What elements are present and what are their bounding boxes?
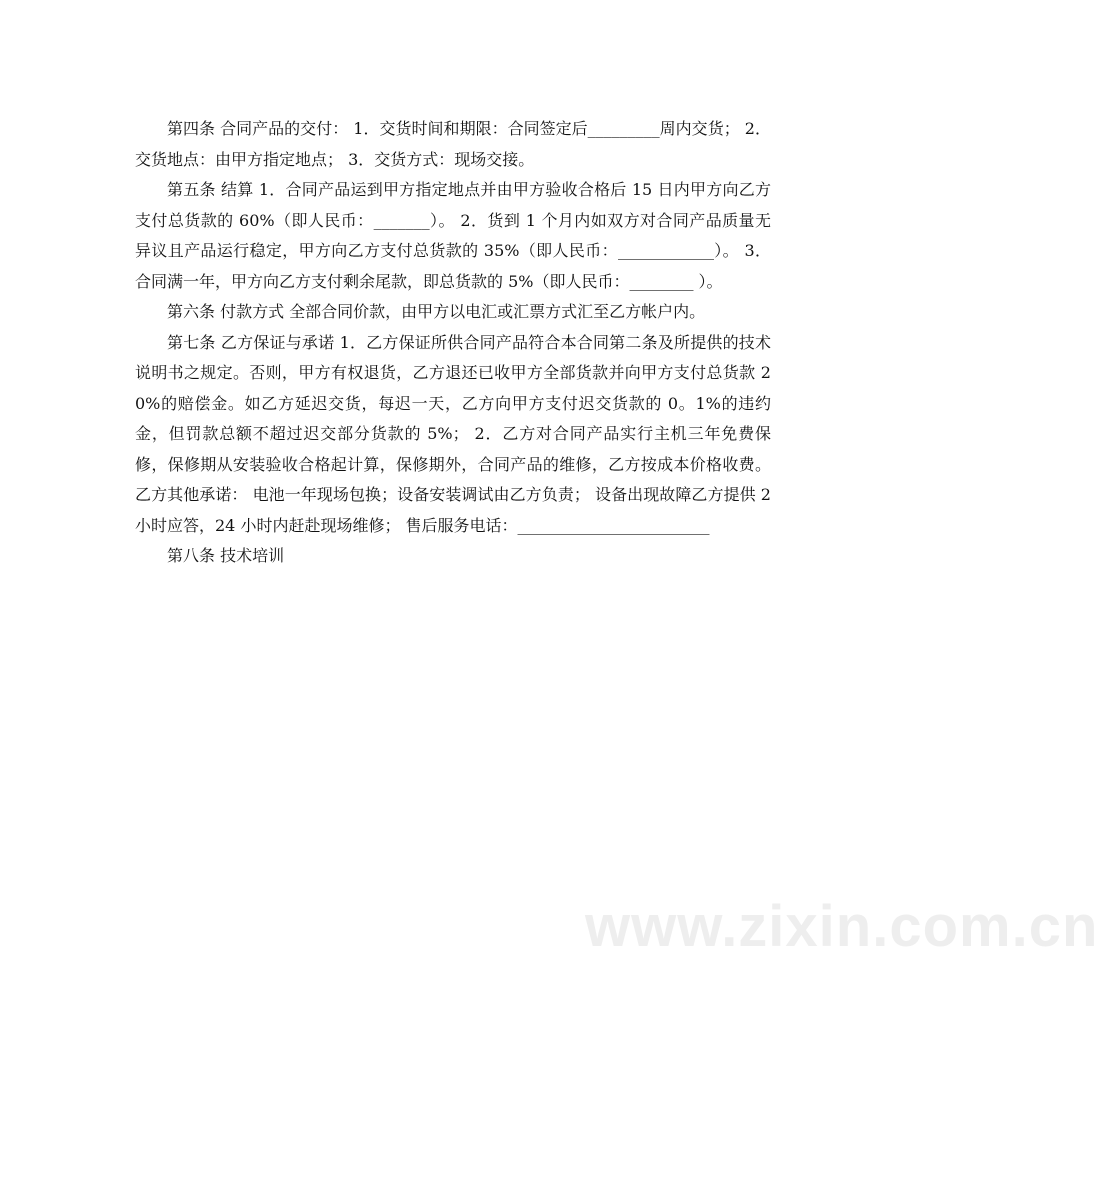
clause-7-guarantee: 第七条 乙方保证与承诺 1．乙方保证所供合同产品符合本合同第二条及所提供的技术说明书之规定。否则，甲方有权退货，乙方退还已收甲方全部货款并向甲方支付总货款 20%的赔偿金。如乙方延迟交货，每迟一天，乙方向甲方支付迟交货款的 0。1%的违约金，但罚款总额不超过迟交部分货款的 5%； 2．乙方对合同产品实行主机三年免费保修，保修期从安装验收合格起计算，保修期外，合同产品的维修，乙方按成本价格收费。 乙方其他承诺： 电池一年现场包换；设备安装调试由乙方负责； 设备出现故障乙方提供 2 小时应答，24 小时内赶赴现场维修； 售后服务电话：________________________ — [135, 332, 771, 535]
watermark: www.zixin.com.cn — [585, 894, 1098, 959]
clause-5-settlement: 第五条 结算 1．合同产品运到甲方指定地点并由甲方验收合格后 15 日内甲方向乙方支付总货款的 60%（即人民币：_______）。 2．货到 1 个月内如双方对合同产品质量无异议且产品运行稳定，甲方向乙方支付总货款的 35%（即人民币：____________）。 3．合同满一年，甲方向乙方支付剩余尾款，即总货款的 5%（即人民币：________ ）。 — [135, 180, 771, 291]
clause-4-delivery: 第四条 合同产品的交付： 1．交货时间和期限：合同签定后_________周内交货； 2．交货地点：由甲方指定地点； 3．交货方式：现场交接。 — [135, 119, 771, 169]
document-body — [135, 114, 771, 572]
clause-8-training: 第八条 技术培训 — [167, 546, 285, 565]
clause-6-payment-method: 第六条 付款方式 全部合同价款，由甲方以电汇或汇票方式汇至乙方帐户内。 — [167, 302, 706, 321]
